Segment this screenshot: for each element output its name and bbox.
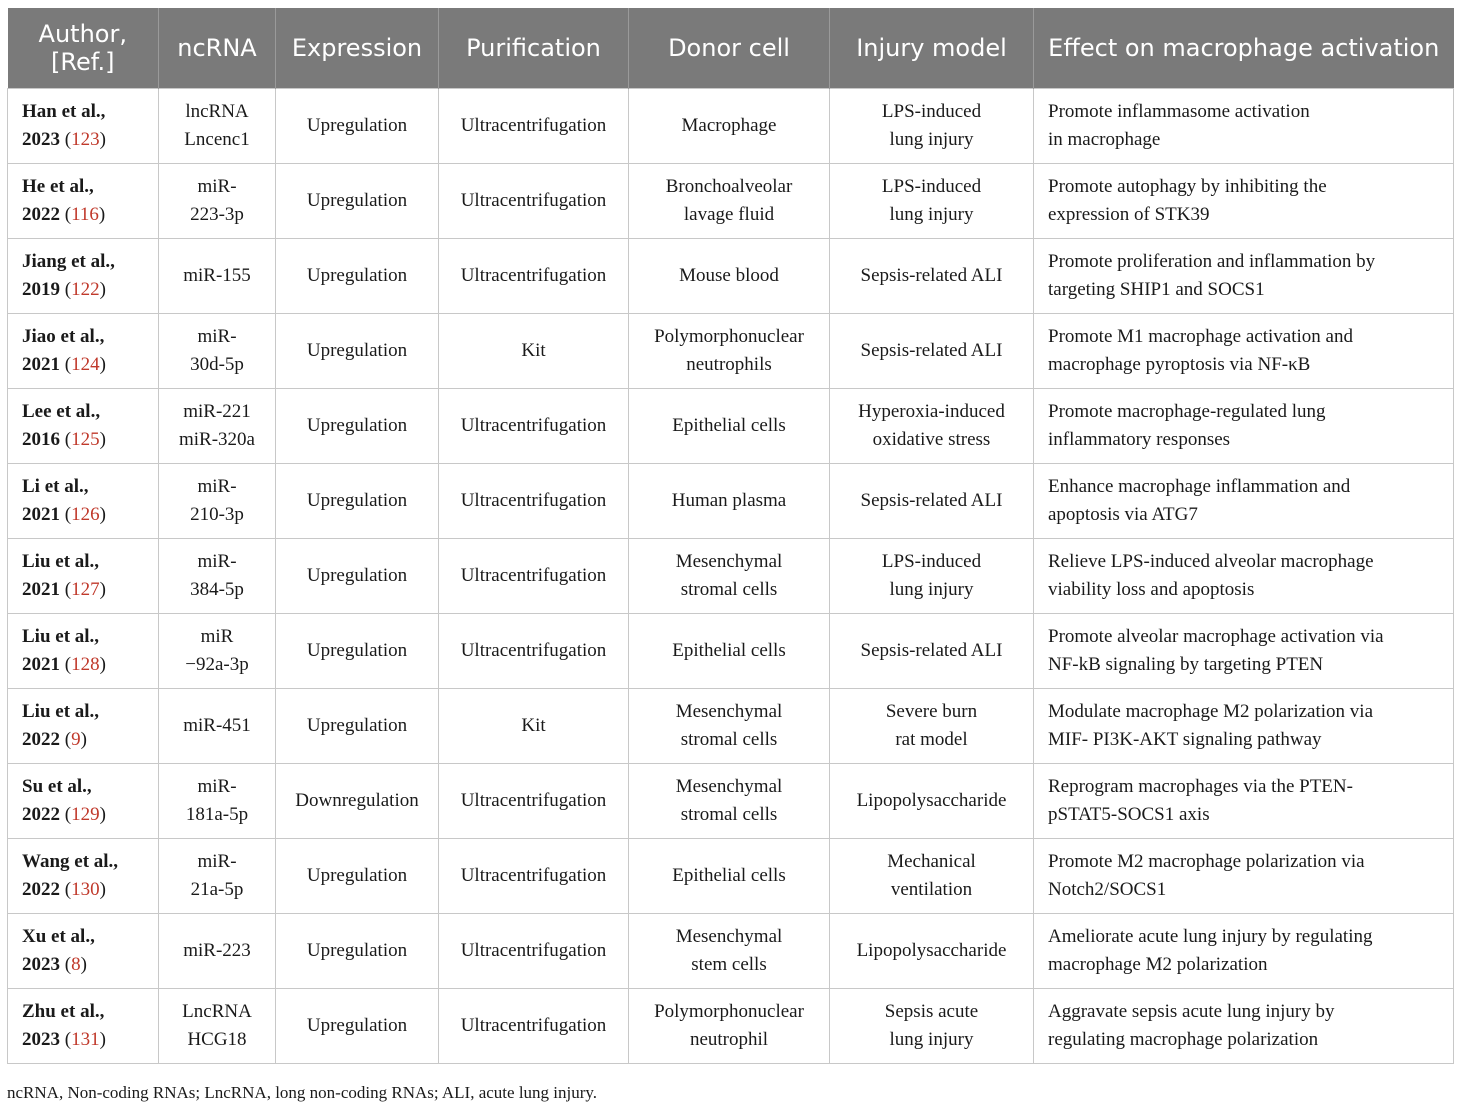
author-name: Li et al., <box>22 476 89 497</box>
injury-model-cell <box>830 689 1034 764</box>
purification-cell: Kit <box>439 689 629 764</box>
table-row <box>8 689 1454 764</box>
effect-cell-line: pSTAT5-SOCS1 axis <box>1048 804 1210 825</box>
ncrna-cell-line: 181a-5p <box>185 804 249 825</box>
injury-model-cell-line: lung injury <box>889 579 974 600</box>
ncrna-cell-line: LncRNA <box>182 1001 252 1022</box>
purification-cell: Ultracentrifugation <box>439 239 629 314</box>
effect-cell-line: Ameliorate acute lung injury by regulating <box>1048 926 1373 947</box>
header-effect: Effect on macrophage activation <box>1034 8 1454 89</box>
ncrna-cell-line: 21a-5p <box>190 879 244 900</box>
injury-model-cell-line: LPS-induced <box>881 176 982 197</box>
effect-cell <box>1034 164 1454 239</box>
donor-cell <box>629 239 830 314</box>
author-name: Su et al., <box>22 776 92 797</box>
effect-cell <box>1034 839 1454 914</box>
effect-cell-line: inflammatory responses <box>1048 429 1231 450</box>
reference-link[interactable]: 126 <box>71 504 100 525</box>
purification-cell: Ultracentrifugation <box>439 914 629 989</box>
ncrna-cell <box>159 764 276 839</box>
effect-cell <box>1034 464 1454 539</box>
injury-model-cell-line: lung injury <box>889 129 974 150</box>
expression-cell: Upregulation <box>276 389 439 464</box>
reference-link[interactable]: 124 <box>71 354 100 375</box>
donor-cell-line: Mesenchymal <box>675 776 783 797</box>
author-year: 2021 <box>22 654 60 675</box>
donor-cell <box>629 839 830 914</box>
ncrna-cell-line: −92a-3p <box>185 654 249 675</box>
header-expression: Expression <box>276 8 439 89</box>
table-row <box>8 464 1454 539</box>
injury-model-cell-line: Severe burn <box>885 701 978 722</box>
header-ncrna: ncRNA <box>159 8 276 89</box>
injury-model-cell <box>830 989 1034 1064</box>
effect-cell-line: Enhance macrophage inflammation and <box>1048 476 1351 497</box>
table-row <box>8 389 1454 464</box>
ncrna-cell-line: lncRNA <box>185 101 249 122</box>
author-name: Liu et al., <box>22 551 100 572</box>
ncrna-cell <box>159 839 276 914</box>
author-name: Jiang et al., <box>22 251 115 272</box>
reference-link[interactable]: 131 <box>71 1029 100 1050</box>
table-row <box>8 539 1454 614</box>
expression-cell: Upregulation <box>276 239 439 314</box>
author-year: 2023 <box>22 129 60 150</box>
effect-cell-line: Promote autophagy by inhibiting the <box>1048 176 1327 197</box>
author-year: 2022 <box>22 804 60 825</box>
table-row <box>8 764 1454 839</box>
header-author: Author, [Ref.] <box>8 8 159 89</box>
ncrna-cell <box>159 464 276 539</box>
ncrna-cell-line: miR-223 <box>183 940 251 961</box>
table-row <box>8 239 1454 314</box>
injury-model-cell <box>830 539 1034 614</box>
donor-cell <box>629 314 830 389</box>
author-cell: Li et al., 2021 (126) <box>8 464 159 539</box>
author-cell: Jiang et al., 2019 (122) <box>8 239 159 314</box>
expression-cell: Upregulation <box>276 689 439 764</box>
author-year: 2021 <box>22 579 60 600</box>
author-name: He et al., <box>22 176 94 197</box>
author-year: 2019 <box>22 279 60 300</box>
injury-model-cell-line: lung injury <box>889 204 974 225</box>
author-cell: Han et al., 2023 (123) <box>8 89 159 164</box>
ncrna-cell-line: Lncenc1 <box>184 129 250 150</box>
ncrna-cell <box>159 689 276 764</box>
injury-model-cell-line: oxidative stress <box>872 429 991 450</box>
injury-model-cell <box>830 464 1034 539</box>
effect-cell-line: in macrophage <box>1048 129 1161 150</box>
purification-cell: Ultracentrifugation <box>439 89 629 164</box>
effect-cell-line: Promote M1 macrophage activation and <box>1048 326 1353 347</box>
author-cell: He et al., 2022 (116) <box>8 164 159 239</box>
header-donor-cell: Donor cell <box>629 8 830 89</box>
injury-model-cell <box>830 89 1034 164</box>
effect-cell-line: macrophage pyroptosis via NF-κB <box>1048 354 1311 375</box>
injury-model-cell <box>830 314 1034 389</box>
injury-model-cell-line: Sepsis-related ALI <box>860 265 1003 286</box>
donor-cell <box>629 689 830 764</box>
injury-model-cell-line: Sepsis acute <box>884 1001 979 1022</box>
injury-model-cell-line: LPS-induced <box>881 551 982 572</box>
donor-cell <box>629 764 830 839</box>
injury-model-cell-line: rat model <box>895 729 968 750</box>
effect-cell <box>1034 914 1454 989</box>
author-name: Jiao et al., <box>22 326 105 347</box>
donor-cell <box>629 539 830 614</box>
ncrna-cell-line: miR-320a <box>179 429 255 450</box>
injury-model-cell <box>830 164 1034 239</box>
purification-cell: Ultracentrifugation <box>439 764 629 839</box>
effect-cell-line: expression of STK39 <box>1048 204 1210 225</box>
header-purification: Purification <box>439 8 629 89</box>
effect-cell-line: Promote alveolar macrophage activation via <box>1048 626 1384 647</box>
effect-cell <box>1034 389 1454 464</box>
effect-cell <box>1034 689 1454 764</box>
effect-cell-line: targeting SHIP1 and SOCS1 <box>1048 279 1265 300</box>
author-cell: Liu et al., 2021 (127) <box>8 539 159 614</box>
expression-cell: Upregulation <box>276 614 439 689</box>
ncrna-cell-line: miR- <box>197 326 237 347</box>
donor-cell-line: Mesenchymal <box>675 701 783 722</box>
table-footnote: ncRNA, Non-coding RNAs; LncRNA, long non-coding RNAs; ALI, acute lung injury. <box>7 1083 598 1102</box>
donor-cell <box>629 614 830 689</box>
reference-link[interactable]: 128 <box>71 654 100 675</box>
donor-cell-line: Bronchoalveolar <box>665 176 793 197</box>
purification-cell: Kit <box>439 314 629 389</box>
effect-cell-line: Modulate macrophage M2 polarization via <box>1048 701 1374 722</box>
donor-cell-line: neutrophil <box>689 1029 769 1050</box>
injury-model-cell-line: ventilation <box>890 879 973 900</box>
reference-link[interactable]: 116 <box>71 204 99 225</box>
author-cell: Zhu et al., 2023 (131) <box>8 989 159 1064</box>
donor-cell-line: Epithelial cells <box>672 640 786 661</box>
ncrna-cell <box>159 614 276 689</box>
author-year: 2021 <box>22 504 60 525</box>
expression-cell: Upregulation <box>276 89 439 164</box>
author-name: Liu et al., <box>22 701 100 722</box>
injury-model-cell <box>830 914 1034 989</box>
donor-cell-line: neutrophils <box>686 354 772 375</box>
ncrna-cell-line: miR- <box>197 176 237 197</box>
injury-model-cell <box>830 239 1034 314</box>
ncrna-cell-line: miR- <box>197 851 237 872</box>
ncrna-cell-line: HCG18 <box>187 1029 247 1050</box>
reference-link[interactable]: 8 <box>71 954 81 975</box>
reference-link[interactable]: 122 <box>71 279 100 300</box>
table-row <box>8 314 1454 389</box>
ncrna-cell-line: miR- <box>197 776 237 797</box>
expression-cell: Upregulation <box>276 914 439 989</box>
donor-cell-line: stromal cells <box>680 804 778 825</box>
effect-cell-line: NF-kB signaling by targeting PTEN <box>1048 654 1324 675</box>
table-row <box>8 839 1454 914</box>
reference-link[interactable]: 129 <box>71 804 100 825</box>
author-cell: Su et al., 2022 (129) <box>8 764 159 839</box>
ncrna-cell <box>159 989 276 1064</box>
author-name: Wang et al., <box>22 851 119 872</box>
author-name: Liu et al., <box>22 626 100 647</box>
ncrna-cell-line: miR-155 <box>183 265 251 286</box>
effect-cell-line: regulating macrophage polarization <box>1048 1029 1319 1050</box>
effect-cell <box>1034 989 1454 1064</box>
effect-cell-line: Promote macrophage-regulated lung <box>1048 401 1326 422</box>
author-year: 2022 <box>22 879 60 900</box>
donor-cell-line: Mesenchymal <box>675 926 783 947</box>
donor-cell-line: stromal cells <box>680 579 778 600</box>
author-name: Lee et al., <box>22 401 101 422</box>
ncrna-cell-line: 30d-5p <box>190 354 244 375</box>
header-row <box>8 8 1454 89</box>
effect-cell-line: Promote proliferation and inflammation by <box>1048 251 1376 272</box>
injury-model-cell <box>830 614 1034 689</box>
effect-cell-line: viability loss and apoptosis <box>1048 579 1255 600</box>
header-injury-model: Injury model <box>830 8 1034 89</box>
expression-cell: Upregulation <box>276 314 439 389</box>
donor-cell-line: Epithelial cells <box>672 415 786 436</box>
injury-model-cell-line: Lipopolysaccharide <box>856 940 1007 961</box>
author-year: 2021 <box>22 354 60 375</box>
author-year: 2016 <box>22 429 60 450</box>
injury-model-cell <box>830 764 1034 839</box>
expression-cell: Upregulation <box>276 839 439 914</box>
effect-cell <box>1034 89 1454 164</box>
donor-cell-line: Macrophage <box>681 115 777 136</box>
table-body <box>8 89 1454 1064</box>
effect-cell-line: MIF- PI3K-AKT signaling pathway <box>1048 729 1322 750</box>
effect-cell-line: Relieve LPS-induced alveolar macrophage <box>1048 551 1374 572</box>
author-cell: Liu et al., 2022 (9) <box>8 689 159 764</box>
table-row <box>8 89 1454 164</box>
ncrna-cell <box>159 539 276 614</box>
injury-model-cell-line: LPS-induced <box>881 101 982 122</box>
injury-model-cell <box>830 389 1034 464</box>
data-table <box>7 8 1454 1064</box>
ncrna-cell-line: miR- <box>197 476 237 497</box>
ncrna-cell <box>159 239 276 314</box>
injury-model-cell-line: Sepsis-related ALI <box>860 490 1003 511</box>
donor-cell <box>629 464 830 539</box>
donor-cell-line: Polymorphonuclear <box>654 1001 804 1022</box>
effect-cell-line: Reprogram macrophages via the PTEN- <box>1048 776 1353 797</box>
injury-model-cell-line: Sepsis-related ALI <box>860 640 1003 661</box>
purification-cell: Ultracentrifugation <box>439 614 629 689</box>
author-name: Xu et al., <box>22 926 95 947</box>
table-row <box>8 989 1454 1064</box>
author-cell: Lee et al., 2016 (125) <box>8 389 159 464</box>
reference-link[interactable]: 130 <box>71 879 100 900</box>
ncrna-cell <box>159 164 276 239</box>
ncrna-cell-line: miR <box>200 626 234 647</box>
reference-link[interactable]: 127 <box>71 579 100 600</box>
author-cell: Xu et al., 2023 (8) <box>8 914 159 989</box>
effect-cell-line: Promote inflammasome activation <box>1048 101 1310 122</box>
reference-link[interactable]: 123 <box>71 129 100 150</box>
author-cell: Liu et al., 2021 (128) <box>8 614 159 689</box>
injury-model-cell-line: Mechanical <box>887 851 976 872</box>
reference-link[interactable]: 125 <box>71 429 100 450</box>
donor-cell <box>629 89 830 164</box>
purification-cell: Ultracentrifugation <box>439 464 629 539</box>
donor-cell <box>629 389 830 464</box>
reference-link[interactable]: 9 <box>71 729 81 750</box>
donor-cell-line: Mouse blood <box>679 265 779 286</box>
ncrna-cell-line: 223-3p <box>190 204 244 225</box>
author-cell: Jiao et al., 2021 (124) <box>8 314 159 389</box>
injury-model-cell-line: Hyperoxia-induced <box>858 401 1005 422</box>
ncrna-cell-line: miR- <box>197 551 237 572</box>
ncrna-cell-line: 210-3p <box>190 504 244 525</box>
purification-cell: Ultracentrifugation <box>439 839 629 914</box>
donor-cell-line: Mesenchymal <box>675 551 783 572</box>
expression-cell: Upregulation <box>276 164 439 239</box>
author-year: 2022 <box>22 729 60 750</box>
author-year: 2023 <box>22 1029 60 1050</box>
effect-cell-line: Notch2/SOCS1 <box>1048 879 1167 900</box>
purification-cell: Ultracentrifugation <box>439 164 629 239</box>
effect-cell-line: macrophage M2 polarization <box>1048 954 1268 975</box>
injury-model-cell-line: lung injury <box>889 1029 974 1050</box>
ncrna-cell <box>159 314 276 389</box>
effect-cell <box>1034 614 1454 689</box>
donor-cell-line: Polymorphonuclear <box>654 326 804 347</box>
author-year: 2023 <box>22 954 60 975</box>
donor-cell <box>629 914 830 989</box>
purification-cell: Ultracentrifugation <box>439 539 629 614</box>
author-name: Zhu et al., <box>22 1001 105 1022</box>
donor-cell <box>629 164 830 239</box>
expression-cell: Downregulation <box>276 764 439 839</box>
author-year: 2022 <box>22 204 60 225</box>
expression-cell: Upregulation <box>276 464 439 539</box>
author-name: Han et al., <box>22 101 106 122</box>
donor-cell-line: Human plasma <box>671 490 787 511</box>
donor-cell-line: Epithelial cells <box>672 865 786 886</box>
expression-cell: Upregulation <box>276 539 439 614</box>
table-container <box>7 8 1453 1064</box>
ncrna-cell <box>159 89 276 164</box>
donor-cell-line: stromal cells <box>680 729 778 750</box>
ncrna-cell-line: miR-451 <box>183 715 251 736</box>
table-row <box>8 614 1454 689</box>
author-cell: Wang et al., 2022 (130) <box>8 839 159 914</box>
effect-cell <box>1034 239 1454 314</box>
purification-cell: Ultracentrifugation <box>439 389 629 464</box>
ncrna-cell <box>159 914 276 989</box>
effect-cell <box>1034 314 1454 389</box>
ncrna-cell-line: miR-221 <box>183 401 251 422</box>
purification-cell: Ultracentrifugation <box>439 989 629 1064</box>
expression-cell: Upregulation <box>276 989 439 1064</box>
donor-cell <box>629 989 830 1064</box>
effect-cell <box>1034 539 1454 614</box>
donor-cell-line: stem cells <box>691 954 767 975</box>
injury-model-cell-line: Lipopolysaccharide <box>856 790 1007 811</box>
table-row <box>8 164 1454 239</box>
effect-cell-line: Promote M2 macrophage polarization via <box>1048 851 1365 872</box>
ncrna-cell-line: 384-5p <box>190 579 244 600</box>
injury-model-cell <box>830 839 1034 914</box>
effect-cell <box>1034 764 1454 839</box>
ncrna-cell <box>159 389 276 464</box>
injury-model-cell-line: Sepsis-related ALI <box>860 340 1003 361</box>
table-row <box>8 914 1454 989</box>
effect-cell-line: Aggravate sepsis acute lung injury by <box>1048 1001 1335 1022</box>
donor-cell-line: lavage fluid <box>683 204 775 225</box>
effect-cell-line: apoptosis via ATG7 <box>1048 504 1198 525</box>
